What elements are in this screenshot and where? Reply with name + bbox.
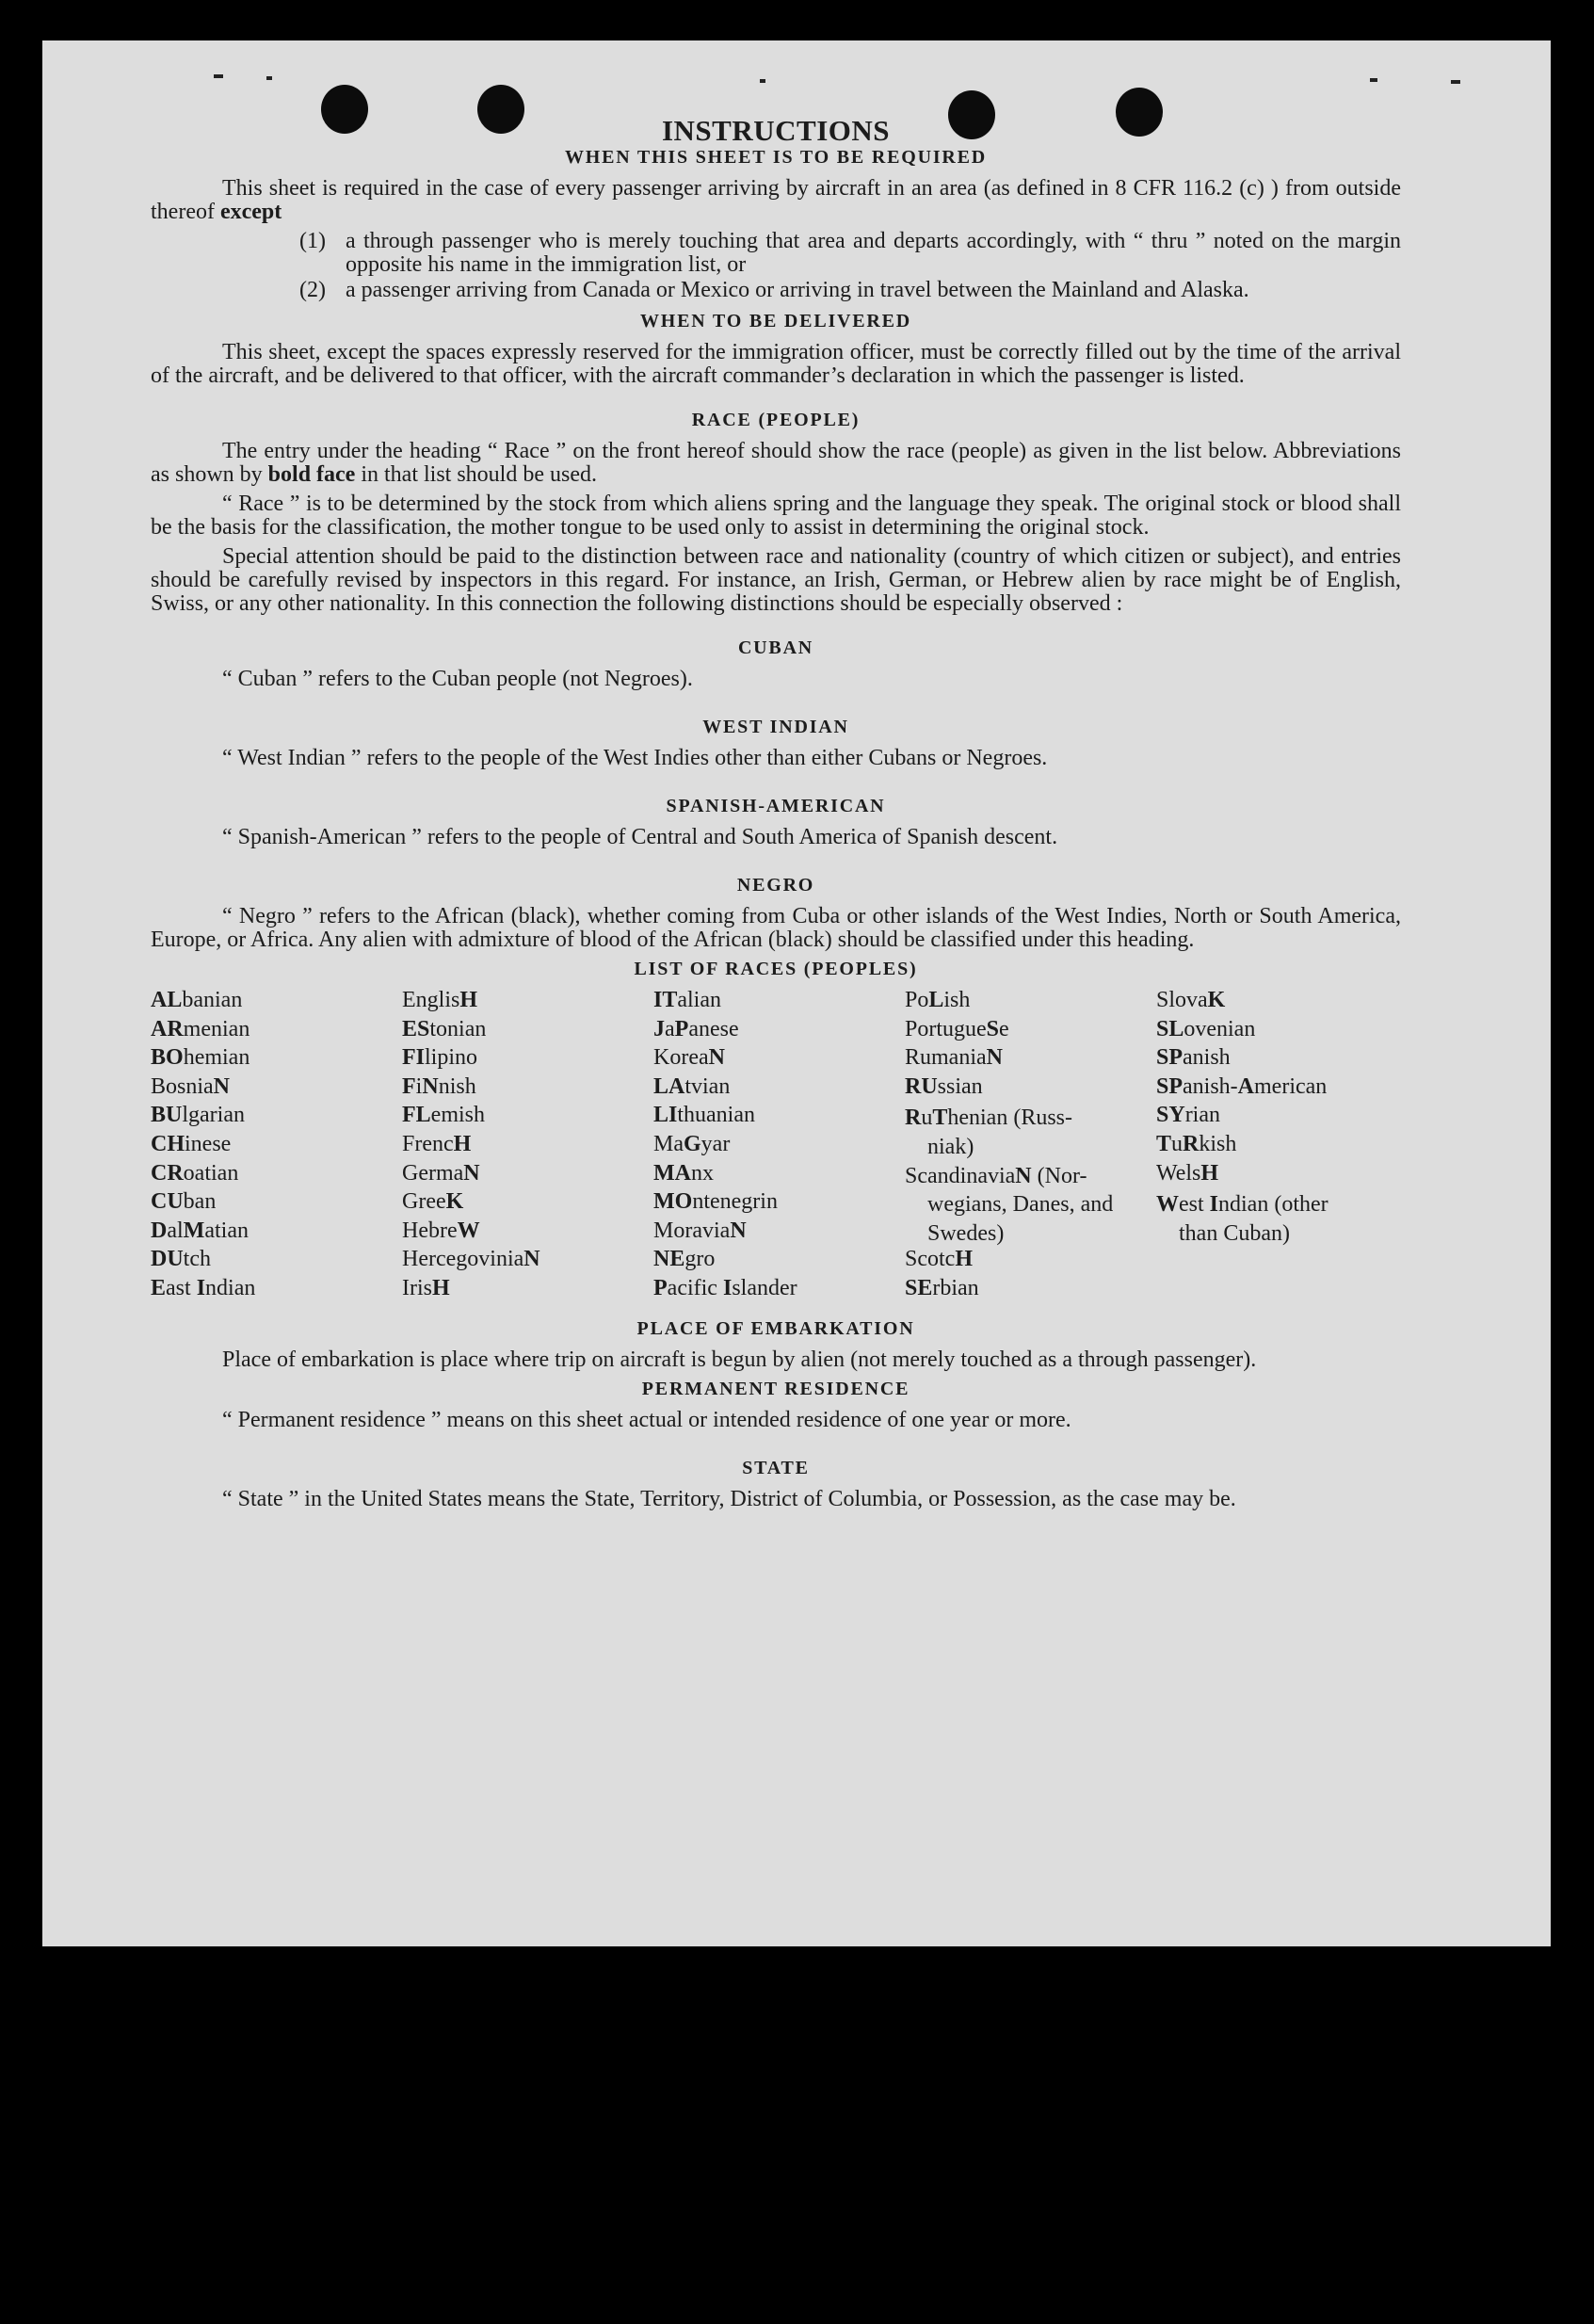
race-entry: MaGyar <box>653 1131 731 1156</box>
race-entry: GermaN <box>402 1160 480 1186</box>
race-entry: MOntenegrin <box>653 1189 778 1215</box>
exceptions-list <box>151 230 1401 302</box>
race-entry: CHinese <box>151 1131 232 1156</box>
exception-text: a passenger arriving from Canada or Mexico or arriving in travel between the Mainland and Alaska. <box>346 278 1249 302</box>
race-entry: ITalian <box>653 988 721 1012</box>
race-entry: MAnx <box>653 1160 714 1186</box>
race-entry: Pacific Islander <box>653 1275 797 1300</box>
required-paragraph <box>151 177 1401 224</box>
race-column <box>653 989 905 1306</box>
race-paragraph-3: Special attention should be paid to the distinction between race and nationality (country of which citizen or subject), and entries should be carefully revised by inspectors in this regard. For instance, an Irish, German, or Hebrew alien by race might be of English, Swiss, or any other nationality. In this connection the following distinctions should be especially observed : <box>151 544 1401 616</box>
race-entry: East Indian <box>151 1275 256 1300</box>
race-entry: BosniaN <box>151 1073 231 1099</box>
race-entry: ARmenian <box>151 1016 250 1041</box>
race-entry: West Indian (other than Cuban) <box>1156 1192 1328 1246</box>
race-entry: LAtvian <box>653 1073 731 1099</box>
west-indian-paragraph: “ West Indian ” refers to the people of the West Indies other than either Cubans or Negroes. <box>222 746 1048 770</box>
section-heading-list-of-races: LIST OF RACES (PEOPLES) <box>634 959 918 979</box>
race-entry: RUssian <box>905 1073 983 1099</box>
race-column <box>151 989 402 1306</box>
race-entry: MoraviaN <box>653 1218 747 1243</box>
race-entry: FIlipino <box>402 1045 478 1071</box>
race-entry: SPanish-American <box>1156 1073 1328 1099</box>
race-p1-bold: bold face <box>267 462 356 487</box>
race-entry: SPanish <box>1156 1045 1231 1071</box>
race-entry: SlovaK <box>1156 988 1226 1012</box>
race-entry: KoreaN <box>653 1045 725 1071</box>
race-entry: ALbanian <box>151 988 243 1012</box>
race-entry: JaPanese <box>653 1016 739 1041</box>
race-entry: RumaniaN <box>905 1045 1003 1071</box>
race-entry: DUtch <box>151 1247 211 1272</box>
race-entry: FLemish <box>402 1103 485 1128</box>
race-entry: RuThenian (Russ- niak) <box>905 1106 1073 1159</box>
race-entry: HercegoviniaN <box>402 1247 540 1272</box>
race-p1-text: The entry under the heading “ Race ” on the front hereof should show the race (people) as given in the list below. Abbreviations as shown by <box>151 439 1401 487</box>
race-entry: CUban <box>151 1189 217 1215</box>
residence-paragraph: “ Permanent residence ” means on this sheet actual or intended residence of one year or more. <box>222 1407 1071 1432</box>
speck-mark <box>266 76 272 80</box>
embarkation-paragraph: Place of embarkation is place where trip on aircraft is begun by alien (not merely touched as a through passenger). <box>222 1347 1257 1372</box>
race-entry: ScotcH <box>905 1247 973 1272</box>
speck-mark <box>760 79 765 83</box>
exception-number: (2) <box>299 278 326 302</box>
race-entry: TuRkish <box>1156 1131 1237 1156</box>
negro-paragraph: “ Negro ” refers to the African (black), whether coming from Cuba or other islands of the West Indies, North or South America, Europe, or Africa. Any alien with admixture of blood of the African (black) should be classified under this heading. <box>151 904 1401 952</box>
race-entry: PoLish <box>905 988 971 1012</box>
section-heading-west-indian: WEST INDIAN <box>702 717 849 737</box>
speck-mark <box>1370 78 1377 82</box>
race-entry: BUlgarian <box>151 1103 245 1128</box>
required-text: This sheet is required in the case of every passenger arriving by aircraft in an area (as defined in 8 CFR 116.2 (c) ) from outside thereof <box>151 176 1401 224</box>
race-entry: SErbian <box>905 1275 979 1300</box>
race-entry: WelsH <box>1156 1160 1219 1186</box>
section-heading-state: STATE <box>742 1457 810 1478</box>
race-column <box>402 989 653 1306</box>
race-entry: EStonian <box>402 1016 487 1041</box>
cuban-paragraph: “ Cuban ” refers to the Cuban people (not Negroes). <box>222 667 693 691</box>
document-title: INSTRUCTIONS <box>661 114 890 147</box>
section-heading-residence: PERMANENT RESIDENCE <box>641 1378 910 1399</box>
race-entry: EnglisH <box>402 988 478 1012</box>
spanish-american-paragraph: “ Spanish-American ” refers to the people of Central and South America of Spanish descent. <box>222 825 1058 849</box>
exception-item <box>151 230 1401 277</box>
speck-mark <box>1451 80 1460 84</box>
race-column <box>1156 989 1401 1306</box>
state-paragraph: “ State ” in the United States means the State, Territory, District of Columbia, or Possession, as the case may be. <box>222 1486 1236 1511</box>
speck-mark <box>214 74 223 78</box>
race-p1-end: in that list should be used. <box>361 462 597 487</box>
race-list <box>151 989 1401 1306</box>
section-heading-required: WHEN THIS SHEET IS TO BE REQUIRED <box>564 147 988 168</box>
section-heading-race: RACE (PEOPLE) <box>691 410 861 430</box>
race-entry: BOhemian <box>151 1045 250 1071</box>
race-entry: DalMatian <box>151 1218 249 1243</box>
race-entry: IrisH <box>402 1275 450 1300</box>
section-heading-embarkation: PLACE OF EMBARKATION <box>636 1317 915 1339</box>
race-entry: PortugueSe <box>905 1016 1009 1041</box>
section-heading-negro: NEGRO <box>736 875 815 896</box>
exception-number: (1) <box>299 229 326 253</box>
section-heading-spanish-american: SPANISH-AMERICAN <box>666 796 886 816</box>
race-entry: FiNnish <box>402 1073 476 1099</box>
delivered-paragraph: This sheet, except the spaces expressly reserved for the immigration officer, must be correctly filled out by the time of the arrival of the aircraft, and be delivered to that officer, with the aircraft commander’s declaration in which the passenger is listed. <box>151 340 1401 388</box>
race-entry: ScandinaviaN (Nor- wegians, Danes, and Swedes) <box>905 1163 1114 1246</box>
section-heading-cuban: CUBAN <box>737 637 814 658</box>
exception-text: a through passenger who is merely touching that area and departs accordingly, with “ thru ” noted on the margin opposite his name in the immigration list, or <box>346 229 1401 277</box>
race-paragraph-1 <box>151 440 1401 487</box>
race-entry: SYrian <box>1156 1103 1220 1128</box>
race-entry: NEgro <box>653 1247 716 1272</box>
race-entry: GreeK <box>402 1189 464 1215</box>
race-entry: HebreW <box>402 1218 480 1243</box>
required-bold-text: except <box>219 200 282 224</box>
race-entry: SLovenian <box>1156 1016 1256 1041</box>
race-entry: FrencH <box>402 1131 472 1156</box>
race-paragraph-2: “ Race ” is to be determined by the stock from which aliens spring and the language they speak. The original stock or blood shall be the basis for the classification, the mother tongue to be used only to assist in determining the original stock. <box>151 492 1401 540</box>
instructions-content <box>151 114 1401 1517</box>
race-entry: CRoatian <box>151 1160 239 1186</box>
race-entry: LIthuanian <box>653 1103 755 1128</box>
exception-item <box>151 279 1401 302</box>
race-column <box>905 989 1156 1306</box>
section-heading-delivered: WHEN TO BE DELIVERED <box>639 311 912 331</box>
